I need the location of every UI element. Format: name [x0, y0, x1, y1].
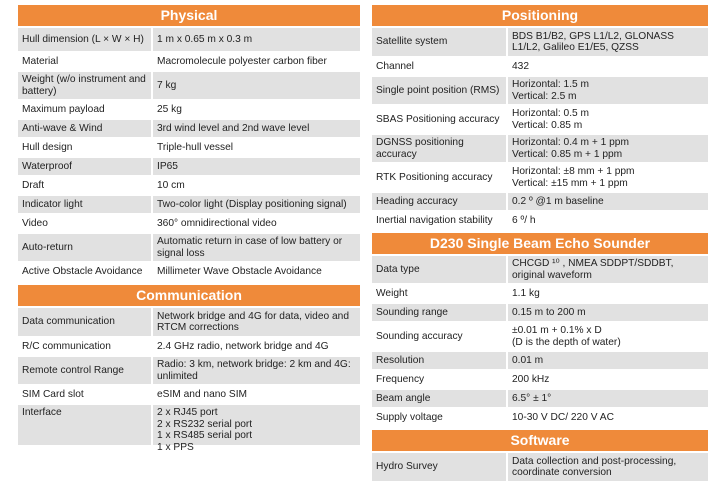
spec-value — [153, 177, 360, 194]
spec-value-line: IP65 — [157, 160, 178, 172]
physical-header: Physical — [18, 5, 360, 26]
software-header: Software — [372, 430, 708, 451]
spec-value — [508, 409, 708, 426]
spec-label: Remote control Range — [18, 357, 151, 384]
spec-value — [508, 212, 708, 229]
spec-value — [153, 120, 360, 137]
spec-value — [153, 386, 360, 403]
spec-label: Anti-wave & Wind — [18, 120, 151, 137]
spec-value — [508, 106, 708, 133]
spec-value — [508, 453, 708, 481]
spec-value-line: 0.01 m — [512, 354, 544, 366]
spec-value — [153, 215, 360, 232]
spec-value — [153, 139, 360, 156]
spec-row — [18, 234, 360, 261]
spec-label: Supply voltage — [376, 411, 443, 423]
left-column — [18, 5, 360, 453]
spec-label: Weight (w/o instrument and battery) — [18, 72, 151, 99]
spec-label: Indicator light — [18, 196, 151, 213]
spec-value-line: Horizontal: 0.5 m — [512, 108, 590, 119]
spec-row — [372, 58, 708, 75]
spec-value-line: 2 x RJ45 port — [157, 407, 218, 418]
spec-row — [18, 158, 360, 175]
spec-value-line: 2 x RS232 serial port — [157, 418, 253, 430]
spec-value-line: Vertical: 0.85 m — [512, 119, 583, 131]
spec-value — [508, 352, 708, 369]
spec-row — [372, 390, 708, 407]
physical-table — [18, 28, 360, 280]
spec-value — [508, 390, 708, 407]
spec-value-line: Radio: 3 km, network bridge: 2 km and 4G: unlimited — [157, 359, 351, 382]
spec-value-line: 200 kHz — [512, 373, 550, 385]
spec-label: Material — [22, 55, 59, 67]
echo-sounder-header: D230 Single Beam Echo Sounder — [372, 233, 708, 254]
spec-value — [508, 371, 708, 388]
spec-row — [372, 371, 708, 388]
spec-value — [508, 135, 708, 162]
spec-label: Auto-return — [18, 234, 151, 261]
spec-label: Heading accuracy — [372, 193, 506, 210]
spec-label: Resolution — [372, 352, 506, 369]
spec-value — [153, 28, 360, 51]
spec-row — [372, 285, 708, 302]
spec-value-line: Horizontal: 0.4 m + 1 ppm — [512, 137, 629, 148]
spec-row — [18, 308, 360, 336]
spec-row — [372, 164, 708, 191]
spec-row — [372, 453, 708, 481]
spec-value-line: Vertical: 0.85 m + 1 ppm — [512, 148, 623, 160]
spec-row — [18, 405, 360, 453]
spec-label: RTK Positioning accuracy — [376, 171, 493, 183]
spec-value-line: 2.4 GHz radio, network bridge and 4G — [157, 340, 329, 352]
spec-row — [372, 409, 708, 426]
positioning-header: Positioning — [372, 5, 708, 26]
spec-value-line: 0.15 m to 200 m — [512, 306, 586, 318]
spec-row — [372, 212, 708, 229]
spec-value-line: Network bridge and 4G for data, video and RTCM corrections — [157, 310, 349, 333]
spec-value-line: 6.5° ± 1° — [512, 392, 552, 404]
spec-label: Interface — [18, 405, 151, 445]
spec-label: Single point position (RMS) — [372, 77, 506, 104]
spec-row — [18, 53, 360, 70]
communication-header: Communication — [18, 285, 360, 306]
spec-value-line: Triple-hull vessel — [157, 141, 234, 153]
spec-label: Video — [22, 217, 48, 229]
spec-row — [18, 28, 360, 51]
spec-label: Beam angle — [372, 390, 506, 407]
spec-row — [18, 386, 360, 403]
spec-row — [372, 323, 708, 350]
spec-value-line: Horizontal: ±8 mm + 1 ppm — [512, 166, 635, 177]
spec-row — [18, 215, 360, 232]
spec-label: Waterproof — [18, 158, 151, 175]
spec-label: Channel — [376, 60, 414, 72]
spec-value-line: 7 kg — [157, 79, 177, 91]
spec-value — [153, 234, 360, 261]
spec-value-line: 3rd wind level and 2nd wave level — [157, 122, 310, 134]
spec-value-line: (D is the depth of water) — [512, 336, 621, 348]
spec-row — [372, 193, 708, 210]
spec-value-line: 1.1 kg — [512, 287, 540, 299]
spec-value-line: CHCGD ¹⁰ , NMEA SDDPT/SDDBT, original waveform — [512, 258, 674, 281]
spec-row — [372, 77, 708, 104]
positioning-table — [372, 28, 708, 229]
spec-row — [18, 120, 360, 137]
spec-value-line: Automatic return in case of low battery or signal loss — [157, 236, 343, 259]
spec-label: Frequency — [376, 373, 425, 385]
spec-value-line: Millimeter Wave Obstacle Avoidance — [157, 265, 322, 277]
spec-label: Data type — [372, 256, 506, 283]
spec-label: Data communication — [18, 308, 151, 336]
spec-value — [153, 196, 360, 213]
spec-value — [153, 405, 360, 453]
spec-value-line: BDS B1/B2, GPS L1/L2, GLONASS L1/L2, Galileo E1/E5, QZSS — [512, 30, 674, 53]
spec-label: R/C communication — [22, 340, 111, 352]
spec-value-line: 360° omnidirectional video — [157, 217, 277, 229]
spec-row — [372, 256, 708, 283]
spec-value-line: Vertical: ±15 mm + 1 ppm — [512, 177, 628, 189]
spec-row — [372, 352, 708, 369]
spec-value — [508, 28, 708, 56]
spec-row — [372, 135, 708, 162]
spec-value — [153, 53, 360, 70]
spec-label: Maximum payload — [22, 103, 105, 115]
spec-row — [372, 304, 708, 321]
spec-value-line: Macromolecule polyester carbon fiber — [157, 55, 327, 67]
spec-value-line: 0.2 º @1 m baseline — [512, 195, 604, 207]
spec-value-line: Two-color light (Display positioning signal) — [157, 198, 347, 210]
spec-value-line: 1 x PPS — [157, 441, 194, 453]
spec-value — [508, 304, 708, 321]
spec-label: Draft — [22, 179, 45, 191]
spec-value-line: Vertical: 2.5 m — [512, 90, 577, 102]
spec-label: Hull design — [22, 141, 73, 153]
spec-value-line: eSIM and nano SIM — [157, 388, 248, 400]
spec-value — [153, 72, 360, 99]
spec-row — [18, 101, 360, 118]
spec-value — [153, 357, 360, 384]
spec-value-line: Data collection and post-processing, coordinate conversion — [512, 455, 677, 478]
spec-value — [153, 308, 360, 336]
spec-row — [18, 357, 360, 384]
spec-value — [508, 164, 708, 191]
spec-row — [18, 139, 360, 156]
spec-value — [508, 58, 708, 75]
spec-value — [153, 101, 360, 118]
echo-sounder-table — [372, 256, 708, 426]
spec-label: Sounding range — [372, 304, 506, 321]
spec-value — [508, 193, 708, 210]
spec-row — [18, 263, 360, 280]
spec-value-line: ±0.01 m + 0.1% x D — [512, 325, 602, 336]
spec-value-line: 6 º/ h — [512, 214, 536, 226]
spec-row — [18, 338, 360, 355]
spec-value — [508, 285, 708, 302]
spec-label: DGNSS positioning accuracy — [372, 135, 506, 162]
spec-value — [153, 338, 360, 355]
spec-row — [18, 177, 360, 194]
spec-label: Hull dimension (L × W × H) — [18, 28, 151, 51]
spec-row — [372, 28, 708, 56]
communication-table — [18, 308, 360, 453]
spec-value-line: 10 cm — [157, 179, 185, 191]
spec-value-line: 432 — [512, 60, 529, 72]
spec-label: Active Obstacle Avoidance — [22, 265, 143, 277]
spec-value — [153, 263, 360, 280]
spec-row — [372, 106, 708, 133]
spec-value — [508, 256, 708, 283]
spec-label: Weight — [376, 287, 408, 299]
spec-row — [18, 196, 360, 213]
spec-label: Inertial navigation stability — [376, 214, 493, 226]
spec-value-line: 10-30 V DC/ 220 V AC — [512, 411, 614, 423]
spec-label: Hydro Survey — [372, 453, 506, 481]
spec-label: Sounding accuracy — [376, 330, 463, 342]
spec-value-line: 1 m x 0.65 m x 0.3 m — [157, 33, 253, 45]
spec-row — [18, 72, 360, 99]
spec-label: Satellite system — [372, 28, 506, 56]
spec-value-line: 25 kg — [157, 103, 182, 115]
spec-value-line: 1 x RS485 serial port — [157, 430, 253, 441]
right-column — [372, 5, 708, 483]
spec-value — [508, 77, 708, 104]
spec-label: SBAS Positioning accuracy — [376, 113, 500, 125]
spec-value-line: Horizontal: 1.5 m — [512, 79, 590, 90]
spec-value — [153, 158, 360, 175]
spec-value — [508, 323, 708, 350]
software-table — [372, 453, 708, 481]
spec-label: SIM Card slot — [22, 388, 84, 400]
